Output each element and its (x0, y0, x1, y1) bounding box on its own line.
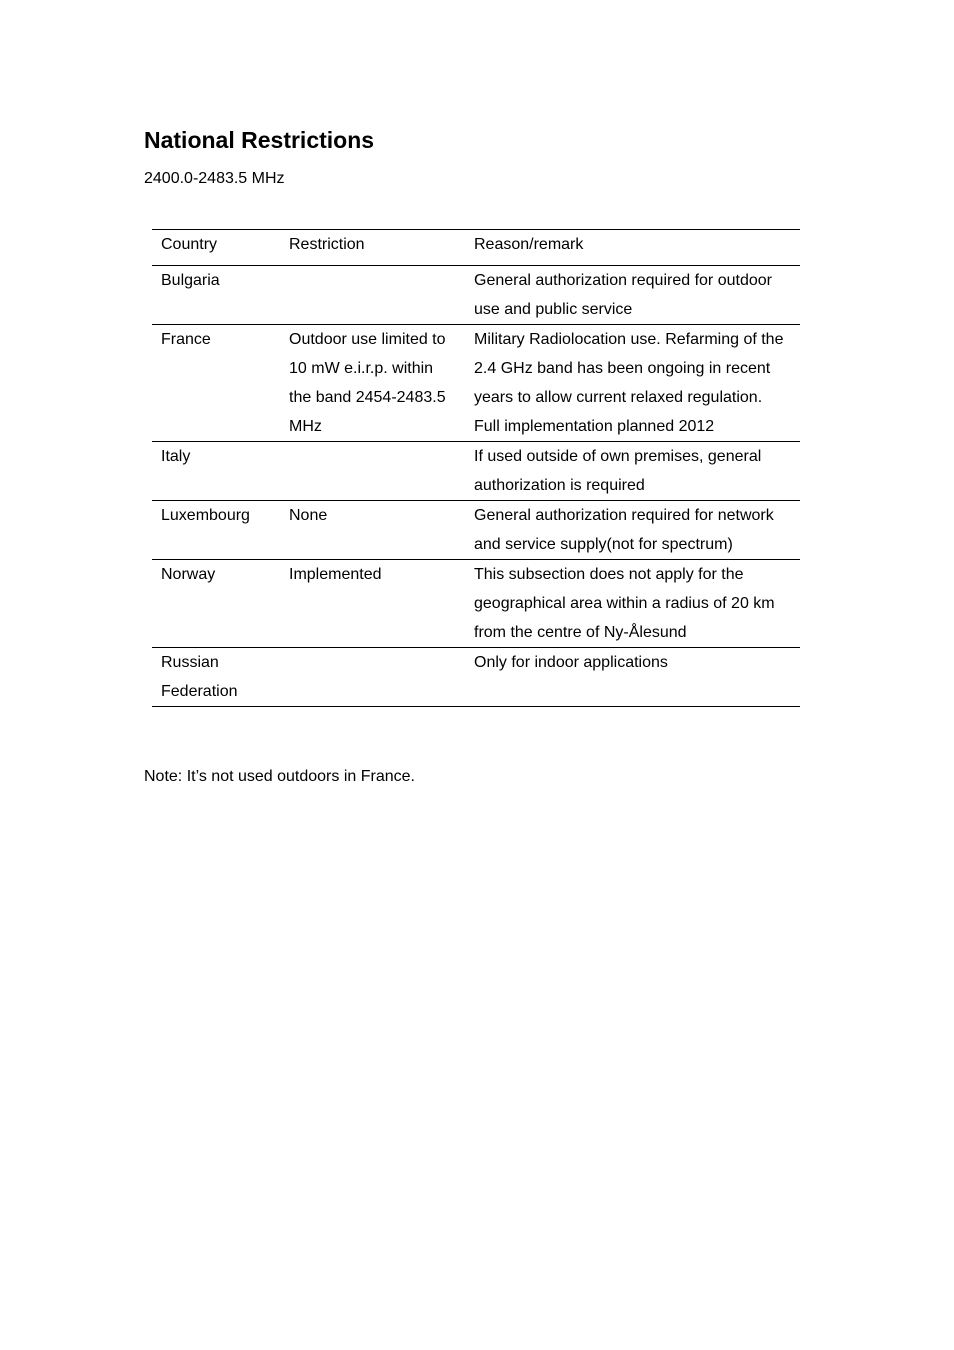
cell-restriction: Outdoor use limited to 10 mW e.i.r.p. within the band 2454-2483.5 MHz (289, 331, 446, 435)
cell-restriction (280, 442, 465, 501)
table-row (152, 501, 800, 560)
cell-country: France (161, 331, 211, 348)
cell-reason: If used outside of own premises, general authorization is required (474, 448, 762, 494)
table-body (152, 266, 800, 707)
page-title: National Restrictions (144, 127, 375, 153)
table-header-row (152, 230, 800, 266)
cell-reason: General authorization required for network and service supply(not for spectrum) (474, 507, 774, 553)
cell-country: Norway (161, 566, 216, 583)
cell-country: Luxembourg (161, 507, 250, 524)
cell-country: Bulgaria (161, 272, 220, 289)
cell-reason: This subsection does not apply for the geographical area within a radius of 20 km from the centre of Ny-Ålesund (474, 566, 775, 641)
table-row (152, 648, 800, 707)
table-row (152, 266, 800, 325)
table-row (152, 325, 800, 442)
cell-restriction (280, 266, 465, 325)
table-header (152, 230, 800, 266)
header-reason: Reason/remark (465, 230, 800, 266)
footnote: Note: It’s not used outdoors in France. (144, 768, 415, 785)
cell-country: Russian Federation (161, 654, 238, 700)
restrictions-table (152, 229, 800, 707)
cell-reason: Military Radiolocation use. Refarming of the 2.4 GHz band has been ongoing in recent years to allow current relaxed regulation. Full implementation planned 2012 (474, 331, 784, 435)
frequency-band: 2400.0-2483.5 MHz (144, 170, 285, 187)
cell-restriction: None (289, 507, 328, 524)
cell-reason: General authorization required for outdoor use and public service (474, 272, 772, 318)
header-country: Country (152, 230, 280, 266)
header-restriction: Restriction (280, 230, 465, 266)
cell-restriction: Implemented (289, 566, 382, 583)
cell-restriction (280, 648, 465, 707)
table-row (152, 442, 800, 501)
table-row (152, 560, 800, 648)
cell-reason: Only for indoor applications (474, 654, 668, 671)
cell-country: Italy (161, 448, 191, 465)
